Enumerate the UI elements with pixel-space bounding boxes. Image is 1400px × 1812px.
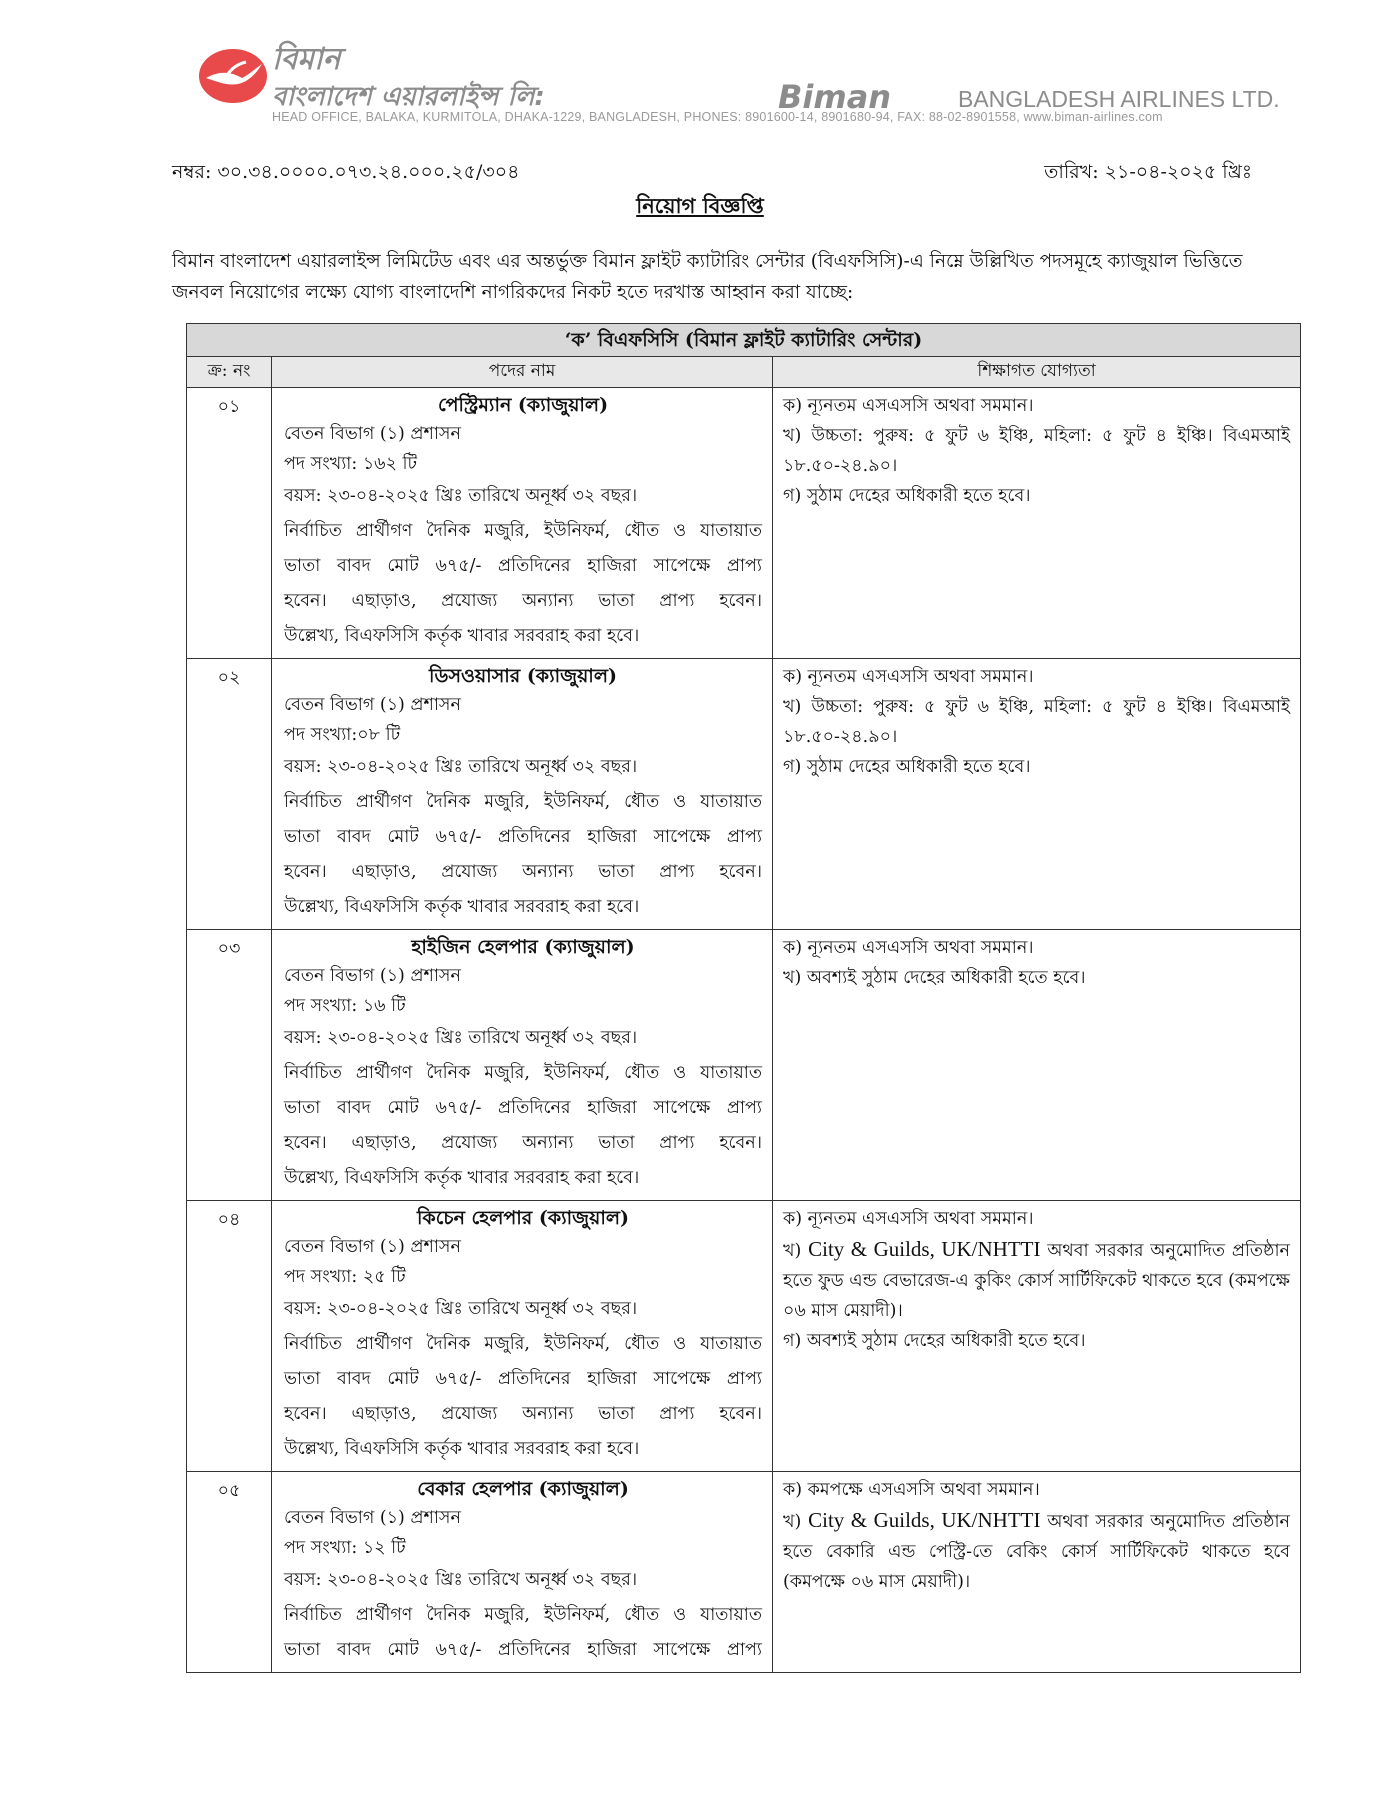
qualification-item: গ) অবশ্যই সুঠাম দেহের অধিকারী হতে হবে। bbox=[783, 1331, 1086, 1351]
biman-logo-icon bbox=[198, 48, 268, 104]
age-limit: বয়স: ২৩-০৪-২০২৫ খ্রিঃ তারিখে অনূর্ধ্ব ৩২ বছর। bbox=[284, 486, 638, 506]
serial-number: ০৩ bbox=[187, 930, 272, 1201]
qualification-item: ক) ন্যূনতম এসএসসি অথবা সমমান। bbox=[783, 396, 1034, 416]
qualifications bbox=[773, 388, 1301, 659]
table-row bbox=[187, 930, 1301, 1201]
job-table bbox=[186, 323, 1301, 1673]
qualification-item: ক) কমপক্ষে এসএসসি অথবা সমমান। bbox=[783, 1480, 1040, 1500]
pay-line: নির্বাচিত প্রার্থীগণ দৈনিক মজুরি, ইউনিফর্ম, ধৌত ও যাতায়াত bbox=[284, 1063, 762, 1083]
food-note: উল্লেখ্য, বিএফসিসি কর্তৃক খাবার সরবরাহ করা হবে। bbox=[284, 1168, 640, 1188]
pay-grade: বেতন বিভাগ (১) প্রশাসন bbox=[284, 695, 461, 715]
food-note: উল্লেখ্য, বিএফসিসি কর্তৃক খাবার সরবরাহ করা হবে। bbox=[284, 1439, 640, 1459]
header-post-name: পদের নাম bbox=[272, 357, 773, 388]
page-title: নিয়োগ বিজ্ঞপ্তি bbox=[636, 193, 764, 218]
qualification-item bbox=[783, 1505, 1290, 1597]
table-row bbox=[187, 1201, 1301, 1472]
pay-grade: বেতন বিভাগ (১) প্রশাসন bbox=[284, 424, 461, 444]
post-title: বেকার হেলপার (ক্যাজুয়াল) bbox=[417, 1478, 629, 1500]
pay-line: ভাতা বাবদ মোট ৬৭৫/- প্রতিদিনের হাজিরা সাপেক্ষে প্রাপ্য bbox=[284, 1098, 762, 1118]
post-title: কিচেন হেলপার (ক্যাজুয়াল) bbox=[416, 1207, 630, 1229]
food-note: উল্লেখ্য, বিএফসিসি কর্তৃক খাবার সরবরাহ করা হবে। bbox=[284, 626, 640, 646]
bangla-company-name: বাংলাদেশ এয়ারলাইন্স লি: bbox=[272, 82, 545, 112]
certifying-body: City & Guilds, UK/NHTTI bbox=[808, 1508, 1041, 1532]
post-count: পদ সংখ্যা: ১৬ টি bbox=[284, 996, 406, 1016]
serial-number: ০৪ bbox=[187, 1201, 272, 1472]
pay-line: নির্বাচিত প্রার্থীগণ দৈনিক মজুরি, ইউনিফর্ম, ধৌত ও যাতায়াত bbox=[284, 521, 762, 541]
age-limit: বয়স: ২৩-০৪-২০২৫ খ্রিঃ তারিখে অনূর্ধ্ব ৩২ বছর। bbox=[284, 1028, 638, 1048]
qualification-item: ক) ন্যূনতম এসএসসি অথবা সমমান। bbox=[783, 938, 1034, 958]
food-note: উল্লেখ্য, বিএফসিসি কর্তৃক খাবার সরবরাহ করা হবে। bbox=[284, 897, 640, 917]
post-title: পেস্ট্রিম্যান (ক্যাজুয়াল) bbox=[437, 394, 609, 416]
brand-name: Biman bbox=[778, 78, 892, 116]
post-details bbox=[272, 1201, 773, 1472]
pay-grade: বেতন বিভাগ (১) প্রশাসন bbox=[284, 1508, 461, 1528]
table-row bbox=[187, 388, 1301, 659]
pay-line: নির্বাচিত প্রার্থীগণ দৈনিক মজুরি, ইউনিফর্ম, ধৌত ও যাতায়াত bbox=[284, 1334, 762, 1354]
pay-line: হবেন। এছাড়াও, প্রযোজ্য অন্যান্য ভাতা প্রাপ্য হবেন। bbox=[284, 1133, 762, 1153]
post-details bbox=[272, 1472, 773, 1673]
post-title: হাইজিন হেলপার (ক্যাজুয়াল) bbox=[411, 936, 635, 958]
qualification-item: ক) ন্যূনতম এসএসসি অথবা সমমান। bbox=[783, 1209, 1034, 1229]
qualifications bbox=[773, 930, 1301, 1201]
qualifications bbox=[773, 1201, 1301, 1472]
table-row bbox=[187, 659, 1301, 930]
qualification-item: খ) উচ্চতা: পুরুষ: ৫ ফুট ৬ ইঞ্চি, মহিলা: ৫ ফুট ৪ ইঞ্চি। বিএমআই ১৮.৫০-২৪.৯০। bbox=[783, 697, 1290, 747]
qualification-label: খ) bbox=[783, 1241, 802, 1261]
pay-grade: বেতন বিভাগ (১) প্রশাসন bbox=[284, 1237, 461, 1257]
qualification-text: অথবা সরকার অনুমোদিত প্রতিষ্ঠান হতে ফুড এন্ড বেভারেজ-এ কুকিং কোর্স সার্টিফিকেট থাকতে হবে (কমপক্ষে ০৬ মাস মেয়াদী)। bbox=[783, 1241, 1290, 1321]
age-limit: বয়স: ২৩-০৪-২০২৫ খ্রিঃ তারিখে অনূর্ধ্ব ৩২ বছর। bbox=[284, 757, 638, 777]
qualifications bbox=[773, 659, 1301, 930]
qualifications bbox=[773, 1472, 1301, 1673]
pay-line: ভাতা বাবদ মোট ৬৭৫/- প্রতিদিনের হাজিরা সাপেক্ষে প্রাপ্য bbox=[284, 1369, 762, 1389]
header-qualification: শিক্ষাগত যোগ্যতা bbox=[773, 357, 1301, 388]
serial-number: ০১ bbox=[187, 388, 272, 659]
section-title: ‘ক’ বিএফসিসি (বিমান ফ্লাইট ক্যাটারিং সেন্টার) bbox=[187, 324, 1301, 357]
age-limit: বয়স: ২৩-০৪-২০২৫ খ্রিঃ তারিখে অনূর্ধ্ব ৩২ বছর। bbox=[284, 1570, 638, 1590]
qualification-label: খ) bbox=[783, 1512, 802, 1532]
english-company-name: BANGLADESH AIRLINES LTD. bbox=[958, 86, 1280, 112]
post-count: পদ সংখ্যা: ১৬২ টি bbox=[284, 454, 418, 474]
qualification-item: খ) অবশ্যই সুঠাম দেহের অধিকারী হতে হবে। bbox=[783, 968, 1086, 988]
header-serial: ক্র: নং bbox=[187, 357, 272, 388]
table-row bbox=[187, 1472, 1301, 1673]
pay-line: হবেন। এছাড়াও, প্রযোজ্য অন্যান্য ভাতা প্রাপ্য হবেন। bbox=[284, 862, 762, 882]
pay-line: ভাতা বাবদ মোট ৬৭৫/- প্রতিদিনের হাজিরা সাপেক্ষে প্রাপ্য bbox=[284, 1640, 762, 1660]
qualification-item bbox=[783, 1234, 1290, 1326]
serial-number: ০৫ bbox=[187, 1472, 272, 1673]
qualification-item: ক) ন্যূনতম এসএসসি অথবা সমমান। bbox=[783, 667, 1034, 687]
post-details bbox=[272, 659, 773, 930]
post-details bbox=[272, 388, 773, 659]
post-details bbox=[272, 930, 773, 1201]
certifying-body: City & Guilds, UK/NHTTI bbox=[808, 1237, 1041, 1261]
qualification-item: খ) উচ্চতা: পুরুষ: ৫ ফুট ৬ ইঞ্চি, মহিলা: ৫ ফুট ৪ ইঞ্চি। বিএমআই ১৮.৫০-২৪.৯০। bbox=[783, 426, 1290, 476]
post-count: পদ সংখ্যা:০৮ টি bbox=[284, 725, 401, 745]
intro-paragraph: বিমান বাংলাদেশ এয়ারলাইন্স লিমিটেড এবং এর অন্তর্ভুক্ত বিমান ফ্লাইট ক্যাটারিং সেন্টার (বিএফসিসি)-এ নিম্নে উল্লিখিত পদসমূহে ক্যাজুয়াল ভিত্তিতে জনবল নিয়োগের লক্ষ্যে যোগ্য বাংলাদেশি নাগরিকদের নিকট হতে দরখাস্ত আহ্বান করা যাচ্ছে: bbox=[172, 251, 1243, 303]
pay-line: ভাতা বাবদ মোট ৬৭৫/- প্রতিদিনের হাজিরা সাপেক্ষে প্রাপ্য bbox=[284, 556, 762, 576]
serial-number: ০২ bbox=[187, 659, 272, 930]
qualification-item: গ) সুঠাম দেহের অধিকারী হতে হবে। bbox=[783, 757, 1031, 777]
post-title: ডিসওয়াসার (ক্যাজুয়াল) bbox=[429, 665, 617, 687]
pay-line: ভাতা বাবদ মোট ৬৭৫/- প্রতিদিনের হাজিরা সাপেক্ষে প্রাপ্য bbox=[284, 827, 762, 847]
pay-line: নির্বাচিত প্রার্থীগণ দৈনিক মজুরি, ইউনিফর্ম, ধৌত ও যাতায়াত bbox=[284, 1605, 762, 1625]
post-count: পদ সংখ্যা: ২৫ টি bbox=[284, 1267, 406, 1287]
issue-date: তারিখ: ২১-০৪-২০২৫ খ্রিঃ bbox=[1044, 161, 1252, 183]
post-count: পদ সংখ্যা: ১২ টি bbox=[284, 1538, 406, 1558]
age-limit: বয়স: ২৩-০৪-২০২৫ খ্রিঃ তারিখে অনূর্ধ্ব ৩২ বছর। bbox=[284, 1299, 638, 1319]
pay-line: হবেন। এছাড়াও, প্রযোজ্য অন্যান্য ভাতা প্রাপ্য হবেন। bbox=[284, 1404, 762, 1424]
pay-line: হবেন। এছাড়াও, প্রযোজ্য অন্যান্য ভাতা প্রাপ্য হবেন। bbox=[284, 591, 762, 611]
head-office-address: HEAD OFFICE, BALAKA, KURMITOLA, DHAKA-1229, BANGLADESH, PHONES: 8901600-14, 8901680-94, FAX: 88-02-8901558, www.biman-airlines.com bbox=[272, 110, 1163, 124]
qualification-text: অথবা সরকার অনুমোদিত প্রতিষ্ঠান হতে বেকারি এন্ড পেস্ট্রি-তে বেকিং কোর্স সার্টিফিকেট থাকতে হবে (কমপক্ষে ০৬ মাস মেয়াদী)। bbox=[783, 1512, 1290, 1592]
qualification-item: গ) সুঠাম দেহের অধিকারী হতে হবে। bbox=[783, 486, 1031, 506]
bangla-company-name-top: বিমান bbox=[272, 42, 341, 77]
letterhead bbox=[198, 42, 1280, 132]
pay-line: নির্বাচিত প্রার্থীগণ দৈনিক মজুরি, ইউনিফর্ম, ধৌত ও যাতায়াত bbox=[284, 792, 762, 812]
reference-number: নম্বর: ৩০.৩৪.০০০০.০৭৩.২৪.০০০.২৫/৩০৪ bbox=[172, 161, 520, 183]
pay-grade: বেতন বিভাগ (১) প্রশাসন bbox=[284, 966, 461, 986]
